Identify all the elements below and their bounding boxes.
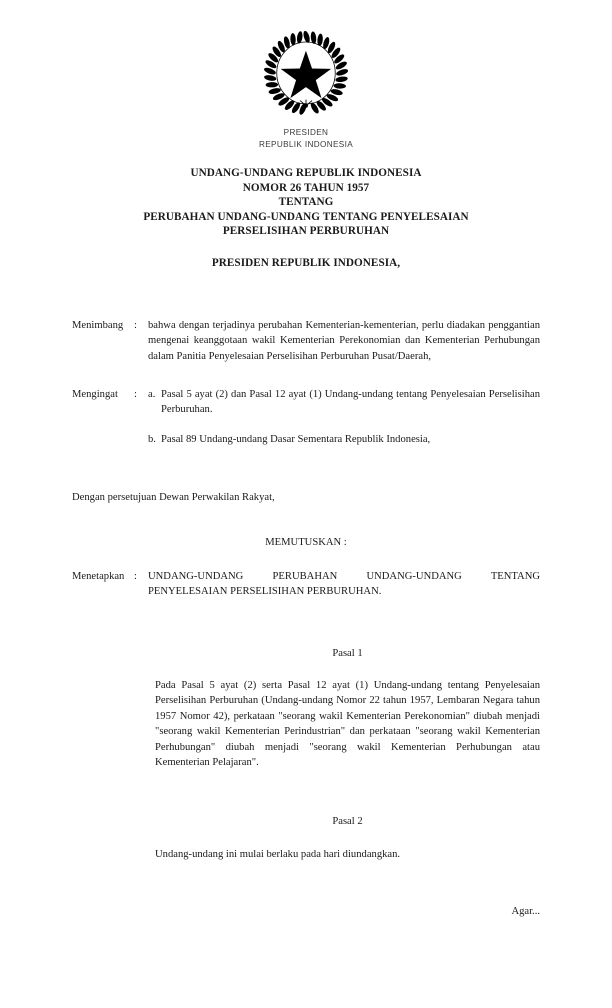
considering-label: Menimbang [72, 320, 124, 331]
title-line-3: TENTANG [278, 196, 334, 209]
considering-colon: : [134, 320, 137, 331]
continuation-note: Agar... [511, 906, 540, 917]
considering-text: bahwa dengan terjadinya perubahan Kementerian-kementerian, perlu diadakan penggantian mengenai keanggotaan wakil Kementerian Perekonomian dan Kementerian Perhubungan dalam Panitia Penyelesaian Perselisihan Perburuhan Pusat/Daerah, [148, 320, 540, 362]
emblem-caption-line-1: PRESIDEN [283, 128, 329, 137]
title-line-2: NOMOR 26 TAHUN 1957 [242, 181, 370, 194]
recalling-clause [72, 387, 540, 447]
considering-clause [72, 318, 540, 364]
article-2-heading: Pasal 2 [332, 816, 363, 827]
recalling-item-a [148, 387, 540, 418]
emblem-block [0, 30, 612, 150]
article-2-text: Undang-undang ini mulai berlaku pada hari diundangkan. [155, 849, 401, 860]
decides-heading: MEMUTUSKAN : [265, 537, 347, 548]
recalling-colon: : [134, 389, 137, 400]
enacting-colon: : [134, 571, 137, 582]
recalling-item-b-marker: b. [148, 433, 156, 445]
title-line-1: UNDANG-UNDANG REPUBLIK INDONESIA [190, 167, 422, 179]
title-line-4: PERUBAHAN UNDANG-UNDANG TENTANG PENYELESAIAN [143, 210, 469, 223]
approval-statement: Dengan persetujuan Dewan Perwakilan Rakyat, [72, 492, 275, 503]
recalling-item-b [148, 432, 540, 447]
issuing-authority: PRESIDEN REPUBLIK INDONESIA, [211, 257, 401, 269]
emblem-caption [0, 127, 612, 150]
recalling-item-b-text: Pasal 89 Undang-undang Dasar Sementara Republik Indonesia, [161, 433, 431, 445]
article-1-heading: Pasal 1 [332, 648, 363, 659]
emblem-caption-line-2: REPUBLIK INDONESIA [258, 139, 354, 149]
article-1-text: Pada Pasal 5 ayat (2) serta Pasal 12 ayat (1) Undang-undang tentang Penyelesaian Perselisihan Perburuhan (Undang-undang Nomor 22 tahun 1957, Lembaran Negara tahun 1957 Nomor 42), perkataan "seorang wakil Kementerian Perekonomian" diubah menjadi "seorang wakil Kementerian Perindustrian" dan perkataan "seorang wakil Kementerian Perhubungan" diubah menjadi "seorang wakil Kementerian Perhubungan atau Kementerian Pelajaran". [155, 680, 540, 769]
recalling-item-a-text: Pasal 5 ayat (2) dan Pasal 12 ayat (1) Undang-undang tentang Penyelesaian Perselisihan Perburuhan. [161, 389, 540, 416]
recalling-label: Mengingat [72, 389, 118, 400]
recalling-item-a-marker: a. [148, 389, 156, 400]
recalling-items [148, 387, 540, 447]
enacting-clause [72, 569, 540, 600]
title-line-5: PERSELISIHAN PERBURUHAN [222, 225, 390, 238]
garuda-star-wreath-emblem [263, 30, 349, 116]
list-spacer [148, 418, 540, 432]
page-title [36, 166, 576, 239]
enacting-label: Menetapkan [72, 571, 125, 582]
enacting-text: UNDANG-UNDANG PERUBAHAN UNDANG-UNDANG TENTANG PENYELESAIAN PERSELISIHAN PERBURUHAN. [148, 571, 540, 598]
